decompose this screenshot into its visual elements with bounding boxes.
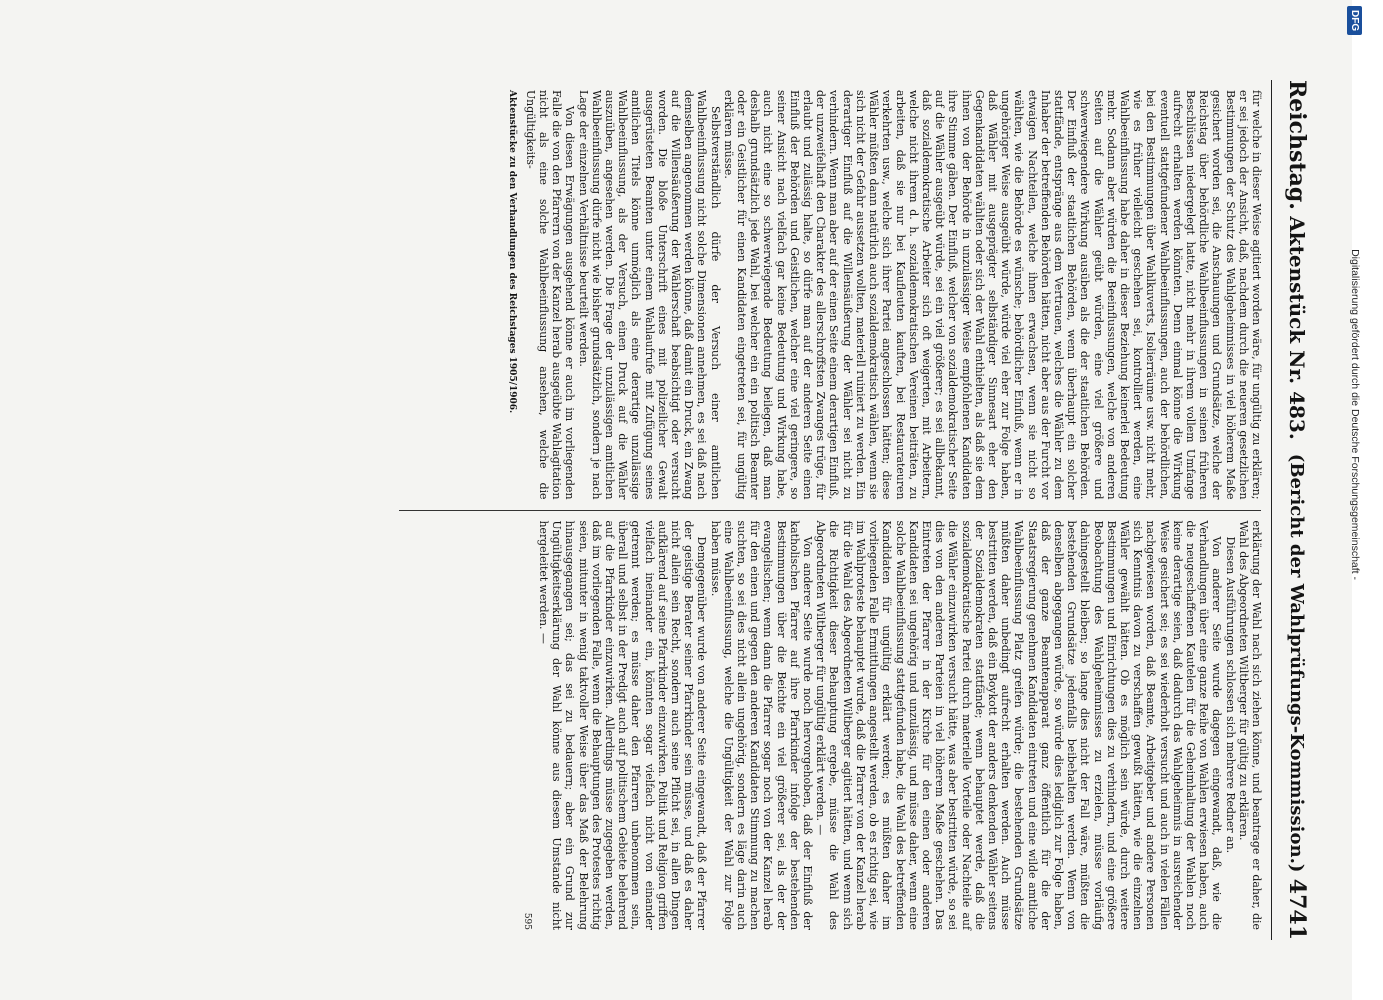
paragraph: Von anderer Seite wurde dagegen eingewandt, daß, wie die Verhandlungen über eine ganze Reihe von Wahlen erwiesen haben, auch die neugeschaffenen Kautelen für die Geheimhaltung der Wahlen noch keine derartige seien, daß dadurch das Wahlgeheimnis in ausreichender Weise gesichert sei; es sei wiederholt versucht und auch in vielen Fällen nachgewiesen worden, daß Beamte, Arbeitgeber und andere Personen sich Kenntnis davon zu verschaffen gewußt hätten, wie die einzelnen Wähler gewählt hätten. Ob es möglich sein würde, durch weitere Bestimmungen und Einrichtungen dies zu verhindern, und eine größere Beobachtung des Wahlgeheimnisses zu erzielen, müsse vorläufig dahingestellt bleiben; so lange dies nicht der Fall wäre, müßten die bestehenden Grundsätze jedenfalls beibehalten werden. Wenn von denselben abgegangen würde, so würde dies lediglich zur Folge haben, daß der ganze Beamtenapparat ganz öffentlich für die der Staatsregierung genehmen Kandidaten eintreten und eine wilde amtliche Wahlbeeinflussung Platz greifen würde; die bestehenden Grundsätze müßten daher unbedingt aufrecht erhalten werden. Auch müsse bestritten werden, daß ein Boykott der anders denkenden Wähler seitens der Sozialdemokraten stattfände; wenn behauptet werde, daß die sozialdemokratische Partei durch materielle Vorteile oder Nachteile auf die Wähler einzuwirken versucht hätte, was aber bestritten würde, so sei dies von den anderen Parteien in viel höherem Maße geschehen. Das Eintreten der Pfarrer in der Kirche für den einen oder anderen Kandidaten sei ungehörig und unzulässig, und müsse daher, wenn eine solche Wahlbeeinflussung stattgefunden habe, die Wahl des betreffenden Kandidaten für ungültig erklärt werden; es müßten daher im vorliegenden Falle Ermittlungen angestellt werden, ob es richtig sei, wie im Wahlproteste behauptet wurde, daß die Pfarrer von der Kanzel herab für die Wahl des Abgeordneten Wiltberger agitiert hätten, und wenn sich die Richtigkeit dieser Behauptung ergebe, müsse die Wahl des Abgeordneten Wiltberger für ungültig erklärt werden. —: [814, 520, 1224, 930]
paragraph: erklärung der Wahl nach sich ziehen könne, und beantrage er daher, die Wahl des Abgeordneten Wiltberger für gültig zu erklären.: [1236, 520, 1263, 930]
column-left: [395, 80, 1265, 510]
paragraph: Demgegenüber wurde von anderer Seite eingewandt, daß der Pfarrer der geistige Berater seiner Pfarrkinder sein müsse, und daß es daher nicht allein sein Recht, sondern auch seine Pflicht sei, in allen Dingen aufklärend auf seine Pfarrkinder einzuwirken. Politik und Religion griffen vielfach ineinander ein, könnten sogar vielfach nicht von einander getrennt werden; es müsse daher den Pfarrern unbenommen sein, überall und selbst in der Predigt auch auf politischem Gebiete belehrend auf die Pfarrkinder einzuwirken. Allerdings müsse zugegeben werden, daß im vorliegenden Falle, wenn die Behauptungen des Protestes richtig seien, mitunter in wenig taktvoller Weise über das Maß der Belehrung hinausgegangen sei; das sei zu bedauern; aber ein Grund zur Ungültigkeitserklärung der Wahl könne aus diesem Umstande nicht hergeleitet werden. —: [537, 520, 709, 930]
header-left-title: Reichstag.: [1284, 80, 1310, 210]
credit-text: Digitalisierung gefördert durch die Deutsche Forschungsgemeinschaft -: [1349, 249, 1361, 580]
paragraph: Diesen Ausführungen schlossen sich mehrere Redner an.: [1223, 536, 1237, 854]
paragraph: für welche in dieser Weise agitiert worden wäre, für ungültig zu erklären; er sei jedoch der Ansicht, daß, nachdem durch die neueren gesetzlichen Bestimmungen der Schutz des Wahlgeheimnisses in viel höherem Maße gesichert worden sei, die Anschauungen und Grundsätze, welche der Reichstag über behördliche Wahlbeeinflussungen in seinen früheren Beschlüssen niedergelegt hatte, nicht mehr in ihrem vollem Umfange aufrecht erhalten werden könnten. Denn einmal könne die Wirkung eventuell stattgefundener Wahlbeeinflussungen, auch der behördlichen, bei den Bestimmungen über Wahlkuverts, Isolierräume usw. nicht mehr, wie es früher vielleicht geschehen sei, kontrolliert werden, eine Wahlbeeinflussung habe daher in dieser Beziehung keinerlei Bedeutung mehr. Sodann aber würden die Beeinflussungen, welche von anderen Seiten auf die Wähler geübt würden, eine viel größere und schwerwiegendere Wirkung ausüben als die der staatlichen Behörden. Der Einfluß der staatlichen Behörden, wenn überhaupt ein solcher stattfände, entspränge aus dem Vertrauen, welches die Wähler zu dem Inhaber der betreffenden Behörden hätten, nicht aber aus der Furcht vor etwaigen Nachteilen, welche ihnen erwachsen, wenn sie nicht so wählten, wie die Behörde es wünsche; behördlicher Einfluß, wenn er in ungehöriger Weise ausgeübt würde, würde viel eher zur Folge haben, daß Wähler mit ausgeprägter selbständiger Sinnesart eher den Gegenkandidaten wählten oder sich der Wahl enthielten, als daß sie dem ihnen von der Behörde in unzulässiger Weise empfohlenen Kandidaten ihre Stimme gäben. Der Einfluß, welcher von sozialdemokratischer Seite auf die Wähler ausgeübt würde, sei ein viel größerer; es sei allbekannt, daß sozialdemokratische Arbeiter sich oft weigerten, mit Arbeitern, welche nicht ihrem d. h. sozialdemokratischen Vereinen beiträten, zu arbeiten, daß sie nur bei Kaufleuten kauften, bei Restaurateuren verkehrten usw., welche sich ihrer Partei angeschlossen hätten; diese Wähler müßten dann natürlich auch sozialdemokratisch wählen, wenn sie sich nicht der Gefahr aussetzen wollten, materiell ruiniert zu werden. Ein derartiger Einfluß auf die Willensäußerung der Wähler sei nicht zu verhindern. Wenn man aber auf der einen Seite einem derartigen Einfluß, der unzweifelhaft den Charakter des allerschroffsten Zwanges trüge, für erlaubt und zulässig halte, so dürfe man auf der anderen Seite einen Einfluß der Behörden und Geistlichen, welcher eine viel geringere, so seiner Ansicht nach vielfach gar keine Bedeutung und Wirkung habe, auch nicht eine so schwerwiegende Bedeutung beilegen, daß man deshalb grundsätzlich jede Wahl, bei welcher ein ein politisch Beamter oder ein Geistlicher für einen Kandidaten eingetreten sei, für ungültig erklären müsse.: [721, 90, 1263, 500]
page-header: [1271, 80, 1322, 940]
header-doc-number: Aktenstück Nr. 483.: [1285, 216, 1309, 440]
header-page-number: 4741: [1284, 878, 1310, 940]
column-right: [395, 511, 1265, 941]
document-page: [82, 60, 1322, 960]
header-report-title: (Bericht der Wahlprüfungs-Kommission.): [1286, 453, 1308, 873]
text-columns: [395, 80, 1265, 940]
paragraph: Von anderer Seite wurde noch hervorgehoben, daß der Einfluß der katholischen Pfarrer auf ihre Pfarrkinder infolge der bestehenden Bestimmungen über die Beichte ein viel größerer sei, als der der evangelischen; wenn dann die Pfarrer sogar noch von der Kanzel herab für den einen und gegen den anderen Kandidaten Stimmung zu machen suchten, so sei dies nicht allein ungehörig, sondern es läge darin auch eine Wahlbeeinflussung, welche die Ungültigkeit der Wahl zur Folge haben müsse.: [708, 520, 815, 930]
paragraph: Selbstverständlich dürfe der Versuch einer amtlichen Wahlbeeinflussung nicht solche Dimensionen annehmen, es sei daß nach demselben angenommen werden könne, daß damit ein Druck, ein Zwang auf die Willensäußerung der Wählerschaft beabsichtigt oder versucht worden. Die bloße Unterschrift eines mit polizeilicher Gewalt ausgerüsteten Beamten unter einem Wahlaufrufe mit Zufügung seines amtlichen Titels könne unmöglich als eine derartige unzulässige Wahlbeeinflussung, als der Versuch, einen Druck auf die Wähler auszuüben, angesehen werden. Die Frage der unzulässigen amtlichen Wahlbeeinflussung dürfe nicht wie bisher grundsätzlich, sondern je nach Lage der einzelnen Verhältnisse beurteilt werden.: [576, 90, 722, 500]
page-folio: 595: [521, 912, 532, 930]
paragraph: Von diesen Erwägungen ausgehend könne er auch im vorliegenden Falle die von den Pfarrern von der Kanzel herab ausgeübte Wahlagitation nicht als eine solche Wahlbeeinflussung ansehen, welche die Ungültigkeits-: [523, 90, 577, 500]
credit-bar: [1343, 0, 1367, 1000]
dfg-logo: DFG: [1348, 6, 1363, 35]
footnote: Aktenstücke zu den Verhandlungen des Reichstages 1905/1906.: [506, 90, 517, 414]
